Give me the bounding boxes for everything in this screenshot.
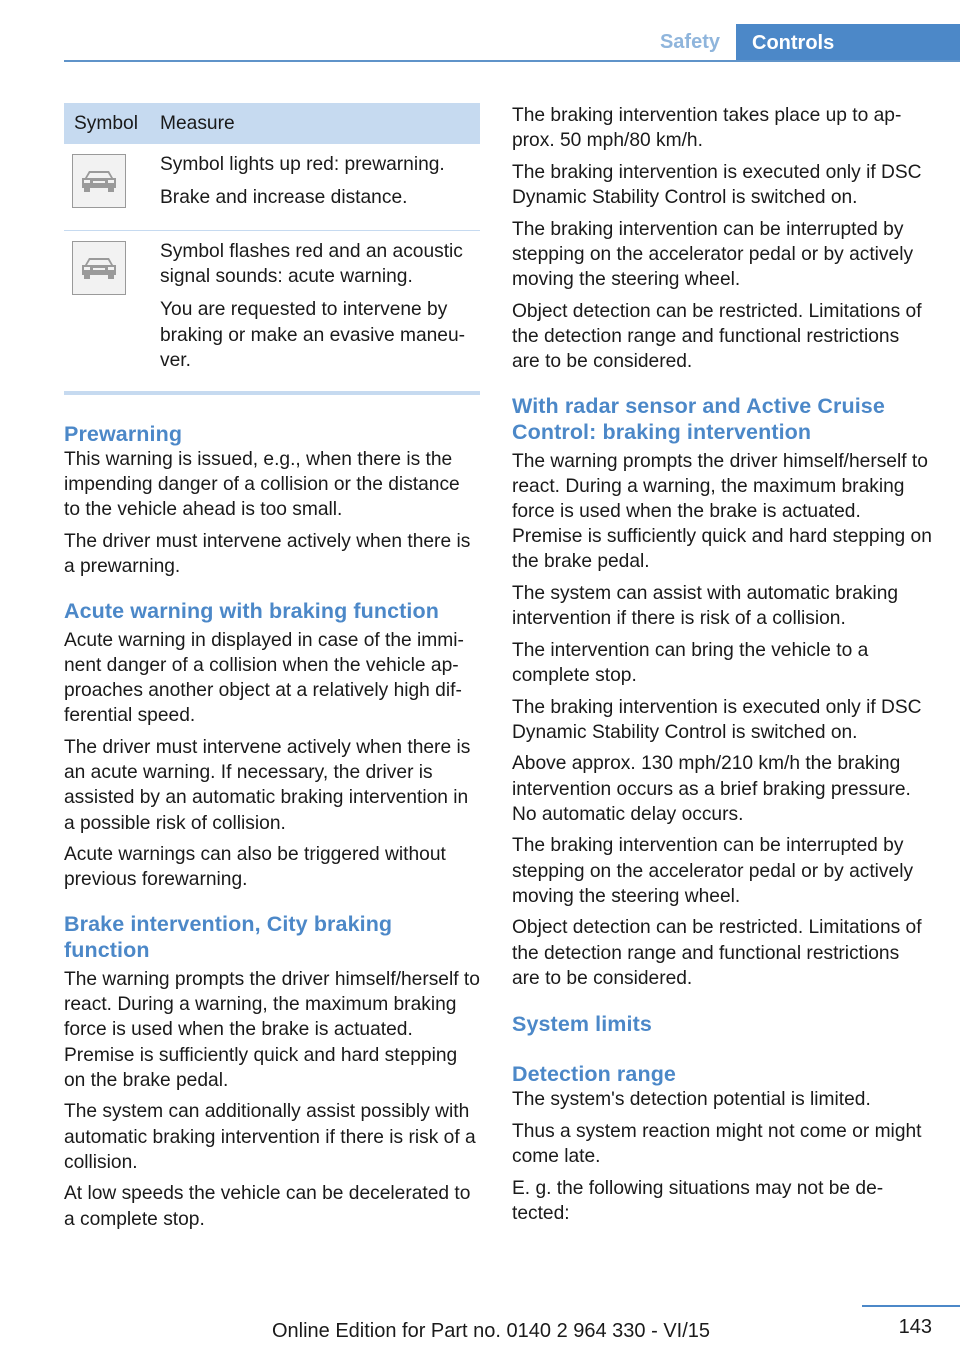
acute-paragraph: Acute warning in displayed in case of the imminent danger of a collision when the vehicle approaches another object at a relatively high differential speed. <box>64 629 464 727</box>
radar-heading: With radar sensor and Active Cruise Control: braking intervention <box>512 393 885 444</box>
radar-paragraph: The system can assist with automatic braking intervention if there is risk of a collision. <box>512 583 899 630</box>
city-braking-heading: Brake intervention, City braking function <box>64 912 393 962</box>
detection-paragraph: Thus a system reaction might not come or might come late. <box>512 1120 922 1168</box>
detection-range-heading: Detection range <box>512 1062 676 1087</box>
page-number: 143 <box>898 1316 932 1338</box>
row1-line1: Symbol lights up red: prewarning. <box>160 154 445 175</box>
radar-paragraph: Above approx. 130 mph/210 km/h the braking intervention occurs as a brief braking pressure. No automatic delay occurs. <box>512 753 911 825</box>
system-limits-heading: System limits <box>512 1012 652 1037</box>
city-paragraph: The warning prompts the driver himself/herself to react. During a warning, the maximum braking force is used when the brake is actuated. Premise is sufficiently quick and hard stepping on the brake pedal. <box>64 969 480 1091</box>
radar-paragraph: The warning prompts the driver himself/herself to react. During a warning, the maximum braking force is used when the brake is actuated. Premise is sufficiently quick and hard stepping on the brake pedal. <box>512 450 932 573</box>
car-warning-icon <box>72 154 126 208</box>
radar-paragraph: The braking intervention is executed only if DSC Dynamic Stability Control is switched on. <box>512 696 922 743</box>
acute-paragraph: The driver must intervene actively when there is an acute warning. If necessary, the driver is assisted by an automatic braking intervention in a possible risk of collision. <box>64 737 471 834</box>
city-paragraph: The system can additionally assist possibly with automatic braking intervention if there is risk of a collision. <box>64 1101 476 1173</box>
acute-warning-heading: Acute warning with braking function <box>64 598 439 623</box>
prewarning-paragraph: The driver must intervene actively when there is a prewarning. <box>64 531 471 578</box>
prewarning-paragraph: This warning is issued, e.g., when there is the impending danger of a collision or the distance to the vehicle ahead is too small. <box>64 449 460 521</box>
car-warning-flash-icon <box>72 241 126 295</box>
tab-controls[interactable]: Controls <box>736 24 960 62</box>
tab-safety[interactable]: Safety <box>659 31 720 53</box>
row2-line2: You are requested to intervene by braking or make an evasive maneuver. <box>160 299 466 371</box>
col-header-measure: Measure <box>160 103 480 144</box>
edition-note: Online Edition for Part no. 0140 2 964 330 - VI/15 <box>271 1320 711 1342</box>
radar-paragraph: The intervention can bring the vehicle to a complete stop. <box>512 639 869 686</box>
col-header-symbol: Symbol <box>64 103 160 144</box>
braking-paragraph: The braking intervention can be interrupted by stepping on the accelerator pedal or by actively moving the steering wheel. <box>512 218 914 290</box>
symbol-table <box>64 103 480 391</box>
acute-paragraph: Acute warnings can also be triggered without previous forewarning. <box>64 844 446 891</box>
detection-paragraph: The system's detection potential is limited. <box>512 1089 871 1111</box>
radar-paragraph: The braking intervention can be interrupted by stepping on the accelerator pedal or by actively moving the steering wheel. <box>512 835 914 907</box>
header-rule <box>64 60 960 62</box>
left-column <box>64 103 480 1238</box>
braking-paragraph: Object detection can be restricted. Limitations of the detection range and functional restrictions are to be considered. <box>512 300 922 372</box>
braking-paragraph: The braking intervention takes place up to approx. 50 mph/80 km/h. <box>512 105 902 152</box>
table-row <box>64 144 480 231</box>
footer-rule <box>862 1305 960 1307</box>
prewarning-heading: Prewarning <box>64 422 183 446</box>
radar-paragraph: Object detection can be restricted. Limitations of the detection range and functional restrictions are to be considered. <box>512 917 922 989</box>
row1-line2: Brake and increase distance. <box>160 187 408 209</box>
braking-paragraph: The braking intervention is executed only if DSC Dynamic Stability Control is switched on. <box>512 161 922 208</box>
city-paragraph: At low speeds the vehicle can be decelerated to a complete stop. <box>64 1183 471 1230</box>
row2-line1: Symbol flashes red and an acoustic signal sounds: acute warning. <box>160 241 463 288</box>
detection-paragraph: E. g. the following situations may not be detected: <box>512 1177 884 1224</box>
right-column <box>512 103 932 1233</box>
table-row <box>64 231 480 392</box>
